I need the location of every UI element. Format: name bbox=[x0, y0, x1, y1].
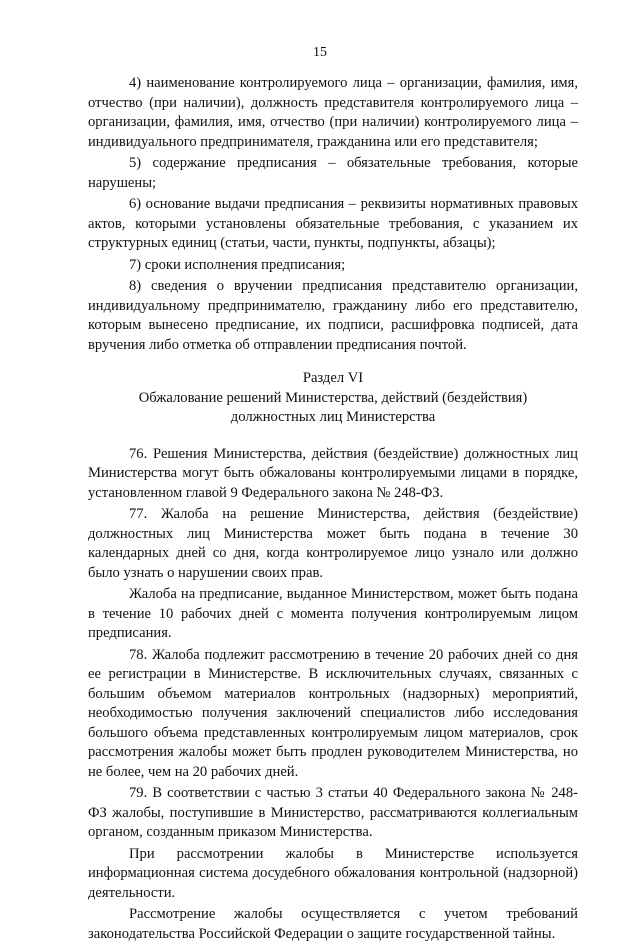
section-title-line-1: Обжалование решений Министерства, действий (бездействия) bbox=[138, 389, 528, 406]
paragraph-79-info-system: При рассмотрении жалобы в Министерстве используется информационная система досудебного обжалования контрольной (надзорной) деятельности. bbox=[88, 845, 578, 901]
paragraph-79-state-secret: Рассмотрение жалобы осуществляется с учетом требований законодательства Российской Федерации о защите государственной тайны. bbox=[88, 906, 578, 942]
paragraph-78: 78. Жалоба подлежит рассмотрению в течение 20 рабочих дней со дня ее регистрации в Министерстве. В исключительных случаях, связанных с большим объемом материалов контрольных (надзорных) мероприятий, необходимостью получения заключений специалистов либо исследования большого объема представленных контролируемым лицом материалов, срок рассмотрения жалобы может быть продлен руководителем Министерства, но не более, чем на 20 рабочих дней. bbox=[88, 646, 578, 780]
page-number: 15 bbox=[313, 45, 327, 60]
paragraph-item-8: 8) сведения о вручении предписания представителю организации, индивидуальному предпринимателю, гражданину либо его представителю, которым вынесено предписание, их подписи, расшифровка подписей, дата вручения либо отметка об отправлении предписания почтой. bbox=[88, 278, 578, 353]
section-number: Раздел VI bbox=[302, 370, 364, 386]
paragraph-item-7: 7) сроки исполнения предписания; bbox=[129, 256, 346, 273]
paragraph-item-4: 4) наименование контролируемого лица – организации, фамилия, имя, отчество (при наличии), должность представителя контролируемого лица – организации, фамилия, имя, отчество (при наличии) контролируемого лица – индивидуального предпринимателя, гражданина или его представителя; bbox=[88, 75, 578, 150]
document-body bbox=[88, 74, 578, 946]
paragraph-item-5: 5) содержание предписания – обязательные требования, которые нарушены; bbox=[88, 155, 578, 191]
paragraph-77: 77. Жалоба на решение Министерства, действия (бездействие) должностных лиц Министерства может быть подана в течение 30 календарных дней со дня, когда контролируемое лицо узнало или должно было узнать о нарушении своих прав. bbox=[88, 506, 578, 581]
paragraph-item-6: 6) основание выдачи предписания – реквизиты нормативных правовых актов, которыми установлены обязательные требования, с указанием их структурных единиц (статьи, части, пункты, подпункты, абзацы); bbox=[88, 196, 578, 251]
paragraph-79: 79. В соответствии с частью 3 статьи 40 Федерального закона № 248-ФЗ жалобы, поступившие в Министерство, рассматриваются коллегиальным органом, созданным приказом Министерства. bbox=[88, 785, 578, 840]
section-title-line-2: должностных лиц Министерства bbox=[230, 409, 436, 425]
paragraph-77-complaint-order: Жалоба на предписание, выданное Министерством, может быть подана в течение 10 рабочих дней с момента получения контролируемым лицом предписания. bbox=[88, 586, 578, 641]
paragraph-76: 76. Решения Министерства, действия (бездействие) должностных лиц Министерства могут быть обжалованы контролируемыми лицами в порядке, установленном главой 9 Федерального закона № 248-ФЗ. bbox=[88, 445, 578, 501]
section-heading bbox=[88, 369, 578, 428]
